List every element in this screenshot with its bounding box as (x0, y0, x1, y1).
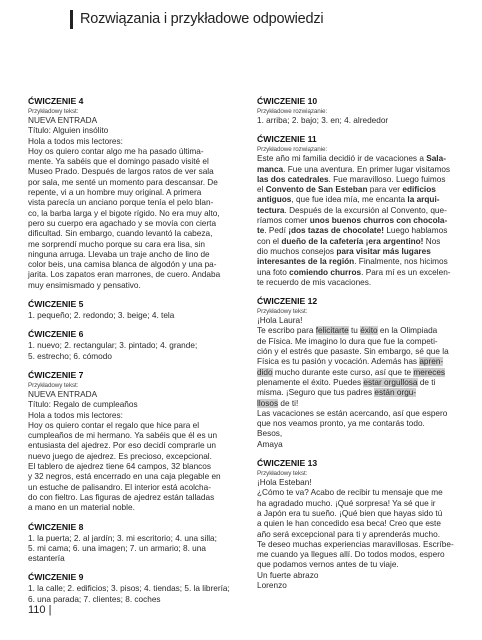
text-line (257, 499, 449, 509)
text-segment: 1. la puerta; 2. al jardín; 3. mi escritorio; 4. una silla; (28, 533, 217, 543)
text-segment: el (257, 185, 266, 195)
text-segment: de ti (417, 377, 436, 387)
left-column (28, 96, 230, 613)
bold-phrase: edificios (402, 185, 436, 195)
text-segment: plenamente el éxito. Puedes (257, 377, 364, 387)
text-segment: entusiasta del ajedrez. Por eso decidí comprarle un (28, 441, 217, 451)
exercise-label: Przykładowe rozwiązanie: (257, 108, 328, 115)
text-line (28, 584, 230, 594)
text-segment: jarita. Los zapatos eran marrones, de cuero. Andaba (28, 270, 221, 280)
text-segment: Este año mi familia decidió ir de vacaciones a (257, 154, 427, 164)
text-segment: , que fue idea mía, me encanta (291, 195, 408, 205)
highlighted-phrase: estar orgullosa (363, 377, 418, 387)
exercise-title: ĆWICZENIE 8 (28, 521, 84, 532)
text-line (28, 341, 220, 351)
text-segment: Museo Prado. Después de largos ratos de ver sala (28, 167, 214, 177)
highlighted-phrase: dido (257, 367, 273, 377)
text-line (257, 519, 449, 529)
text-line (257, 226, 449, 236)
text-line (28, 472, 220, 482)
text-segment: . Pedí (264, 226, 289, 236)
text-line (28, 260, 220, 270)
bold-phrase: te (257, 226, 265, 236)
text-line (28, 270, 220, 280)
text-line (257, 509, 449, 519)
text-segment: Hola a todos mis lectores: (28, 410, 123, 420)
text-segment: repente, vi a un hombre muy original. A primera (28, 188, 202, 198)
text-segment: nuevo juego de ajedrez. Es precioso, excepcional. (28, 451, 212, 461)
text-line (28, 534, 220, 544)
text-segment: Título: Regalo de cumpleaños (28, 400, 138, 410)
text-line (28, 595, 220, 605)
exercise-label: Przykładowy tekst: (257, 308, 308, 316)
text-segment: ninguna arruga. Llevaba un traje ancho de lino de (28, 249, 210, 259)
exercise-section (28, 572, 230, 605)
exercise-title: ĆWICZENIE 6 (28, 329, 84, 340)
exercise-label: Przykładowy tekst: (257, 470, 308, 478)
text-segment: mente. Ya sabéis que el domingo pasado visité el (28, 157, 209, 167)
highlighted-phrase: apren- (419, 357, 444, 367)
text-line (257, 154, 449, 164)
text-segment: cumpleaños de mi hermano. Ya sabéis que él es un (28, 431, 218, 441)
text-segment: Título: Alguien insólito (28, 126, 109, 136)
text-segment: ríamos comer (257, 216, 310, 226)
text-segment: Te deseo muchas experiencias maravillosas. Escríbe- (257, 539, 454, 549)
text-line (28, 421, 220, 431)
text-segment: muy ensimismado y pensativo. (28, 280, 141, 290)
text-line (28, 352, 220, 362)
text-line (257, 571, 449, 581)
text-line (28, 240, 220, 250)
text-segment: Un fuerte abrazo (257, 570, 319, 580)
bold-phrase: dueño de la cafetería ¡era argentino! (281, 236, 424, 246)
text-line (257, 237, 449, 247)
text-line (28, 116, 220, 126)
text-segment: pero su cuerpo era agachado y se movía con cierta (28, 218, 217, 228)
exercise-title: ĆWICZENIE 11 (257, 134, 317, 145)
page-title: Rozwiązania i przykładowe odpowiedzi (80, 11, 324, 27)
highlighted-phrase: están orgu- (374, 388, 417, 398)
text-segment: Amaya (257, 439, 283, 449)
text-line (28, 493, 220, 503)
text-segment: de ti! (278, 398, 299, 408)
text-line (257, 257, 449, 267)
text-segment: . Fue una aventura. En primer lugar visitamos (283, 164, 451, 174)
text-line (257, 409, 449, 419)
text-segment: color beis, una camisa blanca de algodón y una pa- (28, 260, 217, 270)
exercise-title: ĆWICZENIE 12 (257, 296, 318, 307)
text-line (28, 390, 220, 400)
text-line (28, 188, 220, 198)
highlighted-phrase: mereces (413, 367, 446, 377)
text-segment: estantería (28, 554, 65, 564)
text-segment: 5. mi cama; 6. una imagen; 7. un armario; 8. una (28, 543, 206, 553)
text-segment: Hoy os quiero contar algo me ha pasado última- (28, 146, 204, 156)
text-segment: 1. arriba; 2. bajo; 3. en; 4. alrededor (257, 116, 389, 125)
header-bar-decoration (70, 10, 73, 29)
text-line (257, 247, 449, 257)
exercise-title: ĆWICZENIE 5 (28, 299, 84, 310)
text-segment: Nos (423, 236, 441, 246)
bold-phrase: Sala- (426, 154, 446, 164)
text-line (257, 165, 449, 175)
exercise-section (28, 522, 220, 565)
text-line (28, 167, 220, 177)
text-segment: y 32 negros, está encerrado en una caja plegable en (28, 472, 221, 482)
text-segment: Te escribo para (257, 326, 316, 336)
text-line (28, 157, 220, 167)
exercise-title: ĆWICZENIE 10 (257, 96, 318, 106)
exercise-section (28, 370, 220, 514)
text-segment: ¡Hola Laura! (257, 316, 303, 326)
text-segment: ¡Hola Esteban! (257, 478, 312, 488)
text-line (257, 488, 449, 498)
text-line (28, 483, 220, 493)
text-line (28, 503, 220, 513)
bold-phrase: ¡dos tazas de chocolate! (288, 226, 385, 236)
text-segment: a mano en un material noble. (28, 503, 135, 513)
bold-phrase: para visitar más lugares (336, 246, 431, 256)
bold-phrase: comiendo churros (289, 267, 362, 277)
text-line (28, 147, 220, 157)
text-line (257, 357, 449, 367)
text-line (257, 429, 449, 439)
text-line (257, 175, 449, 185)
text-segment: en la Olimpiada (377, 326, 438, 336)
text-segment: co, la barba larga y el bigote rígido. No era muy alto, (28, 208, 220, 218)
exercise-section (257, 134, 449, 288)
exercise-section (28, 96, 220, 291)
text-line (28, 178, 220, 188)
text-segment: Luego hablamos (384, 226, 448, 236)
text-line (257, 195, 449, 205)
text-line (257, 316, 449, 326)
text-line (257, 326, 449, 336)
highlighted-phrase: felicitarte (315, 326, 349, 336)
text-segment: de Física. Me imagino lo dura que fue la competi- (257, 336, 438, 346)
text-line (257, 278, 449, 288)
text-segment: tu (348, 326, 361, 336)
text-segment: Hola a todos mis lectores: (28, 136, 123, 146)
text-line (257, 388, 449, 398)
text-segment: El tablero de ajedrez tiene 64 campos, 32 blancos (28, 462, 211, 472)
text-segment: Las vacaciones se están acercando, así que espero (257, 408, 448, 418)
text-segment: dio muchos consejos (257, 246, 337, 256)
text-line (28, 411, 220, 421)
text-line (28, 400, 220, 410)
bold-phrase: manca (257, 164, 284, 174)
exercise-title: ĆWICZENIE 9 (28, 572, 84, 583)
text-segment: me cuando ya llegues allí. Do todos modos, espero (257, 550, 445, 560)
text-line (257, 378, 449, 388)
text-line (257, 347, 449, 357)
page-number: 110 | (28, 604, 52, 616)
text-line (28, 137, 220, 147)
text-line (257, 550, 449, 560)
exercise-title: ĆWICZENIE 7 (28, 369, 84, 380)
text-segment: que nos veamos pronto, ya me contarás todo. (257, 419, 425, 429)
text-line (257, 368, 449, 378)
text-segment: una foto (257, 267, 290, 277)
text-segment: ¿Cómo te va? Acabo de recibir tu mensaje que me (257, 488, 443, 498)
bold-phrase: interesantes de la región (257, 257, 355, 267)
text-segment: . Para mí es un excelen- (361, 267, 451, 277)
text-line (257, 399, 449, 409)
bold-phrase: las dos catedrales (257, 174, 329, 184)
text-line (28, 431, 220, 441)
text-segment: año será excepcional para ti y aprenderás mucho. (257, 529, 440, 539)
text-segment: Hoy os quiero contar el regalo que hice para el (28, 420, 200, 430)
text-line (28, 281, 220, 291)
text-segment: 1. la calle; 2. edificios; 3. pisos; 4. tiendas; 5. la librería; (28, 584, 230, 594)
text-segment: a Japón era tu sueño. ¡Qué bien que hayas sido tú (257, 508, 443, 518)
text-line (28, 311, 220, 321)
text-line (28, 462, 220, 472)
text-line (257, 268, 449, 278)
text-line (28, 198, 220, 208)
text-segment: a quien le han concedido esa beca! Creo que este (257, 519, 441, 529)
text-segment: con el (257, 236, 282, 246)
text-segment: . Después de la excursión al Convento, que- (284, 205, 447, 215)
text-segment: 1. nuevo; 2. rectangular; 3. pintado; 4. grande; (28, 341, 198, 351)
highlighted-phrase: llosos (257, 398, 279, 408)
text-line (28, 544, 220, 554)
bold-phrase: tectura (257, 205, 285, 215)
text-segment: misma. ¡Seguro que tus padres (257, 388, 375, 398)
text-segment: por sala, me senté un momento para descansar. De (28, 177, 218, 187)
exercise-label: Przykładowy tekst: (28, 381, 79, 389)
text-line (28, 554, 220, 564)
text-line (257, 419, 449, 429)
text-line (257, 216, 449, 226)
text-line (28, 452, 220, 462)
bold-phrase: antiguos (257, 195, 292, 205)
exercise-title: ĆWICZENIE 13 (257, 458, 318, 469)
text-line (28, 126, 220, 136)
text-segment: Lorenzo (257, 580, 287, 590)
text-line (257, 185, 449, 195)
text-segment: NUEVA ENTRADA (28, 116, 98, 125)
text-line (257, 560, 449, 570)
text-segment: . Fue maravilloso. Luego fuimos (328, 174, 446, 184)
exercise-label: Przykładowy tekst: (28, 108, 79, 115)
exercise-section (257, 296, 449, 450)
text-segment: Besos, (257, 429, 283, 439)
text-line (28, 209, 220, 219)
exercise-section (257, 96, 449, 126)
text-segment: Física es tu pasión y vocación. Además has (257, 357, 420, 367)
bold-phrase: Convento de San Esteban (265, 185, 368, 195)
text-segment: me sorprendí mucho porque su cara era lisa, sin (28, 239, 206, 249)
text-line (257, 206, 449, 216)
exercise-title: ĆWICZENIE 4 (28, 96, 84, 106)
text-line (28, 219, 220, 229)
text-line (28, 441, 220, 451)
text-segment: que podamos vernos antes de tu viaje. (257, 560, 399, 570)
text-segment: 5. estrecho; 6. cómodo (28, 351, 112, 361)
text-segment: para ver (367, 185, 403, 195)
highlighted-phrase: éxito (360, 326, 378, 336)
text-line (257, 539, 454, 550)
text-segment: NUEVA ENTRADA (28, 389, 98, 399)
text-line (257, 530, 449, 540)
text-line (257, 478, 449, 488)
text-line (257, 116, 449, 126)
text-line (257, 440, 449, 450)
text-segment: 1. pequeño; 2. redondo; 3. beige; 4. tela (28, 311, 175, 321)
exercise-label: Przykładowe rozwiązanie: (257, 146, 328, 154)
text-segment: . Finalmente, nos hicimos (354, 257, 448, 267)
exercise-section (257, 458, 454, 591)
bold-phrase: la arqui- (407, 195, 440, 205)
text-segment: ción y el estrés que pasaste. Sin embargo, sé que la (257, 347, 449, 357)
text-segment: mucho durante este curso, así que te (272, 367, 414, 377)
right-column (257, 96, 454, 599)
text-line (257, 337, 449, 347)
text-line (257, 581, 449, 591)
text-line (28, 250, 220, 260)
text-segment: te recuerdo de mis vacaciones. (257, 277, 372, 287)
text-segment: 6. una parada; 7. clientes; 8. coches (28, 594, 161, 604)
text-segment: ha agradado mucho. ¡Qué sorpresa! Ya sé que ir (257, 498, 436, 508)
exercise-section (28, 329, 220, 362)
text-segment: do con fieltro. Las figuras de ajedrez están talladas (28, 492, 215, 502)
text-segment: dificultad. Sin embargo, cuando levantó la cabeza, (28, 229, 213, 239)
text-segment: un estuche de palisandro. El interior está acolcha- (28, 482, 211, 492)
bold-phrase: unos buenos churros con chocola- (309, 216, 448, 226)
text-segment: vista parecía un anciano porque tenía el pelo blan- (28, 198, 214, 208)
text-line (28, 229, 220, 239)
exercise-section (28, 299, 220, 321)
